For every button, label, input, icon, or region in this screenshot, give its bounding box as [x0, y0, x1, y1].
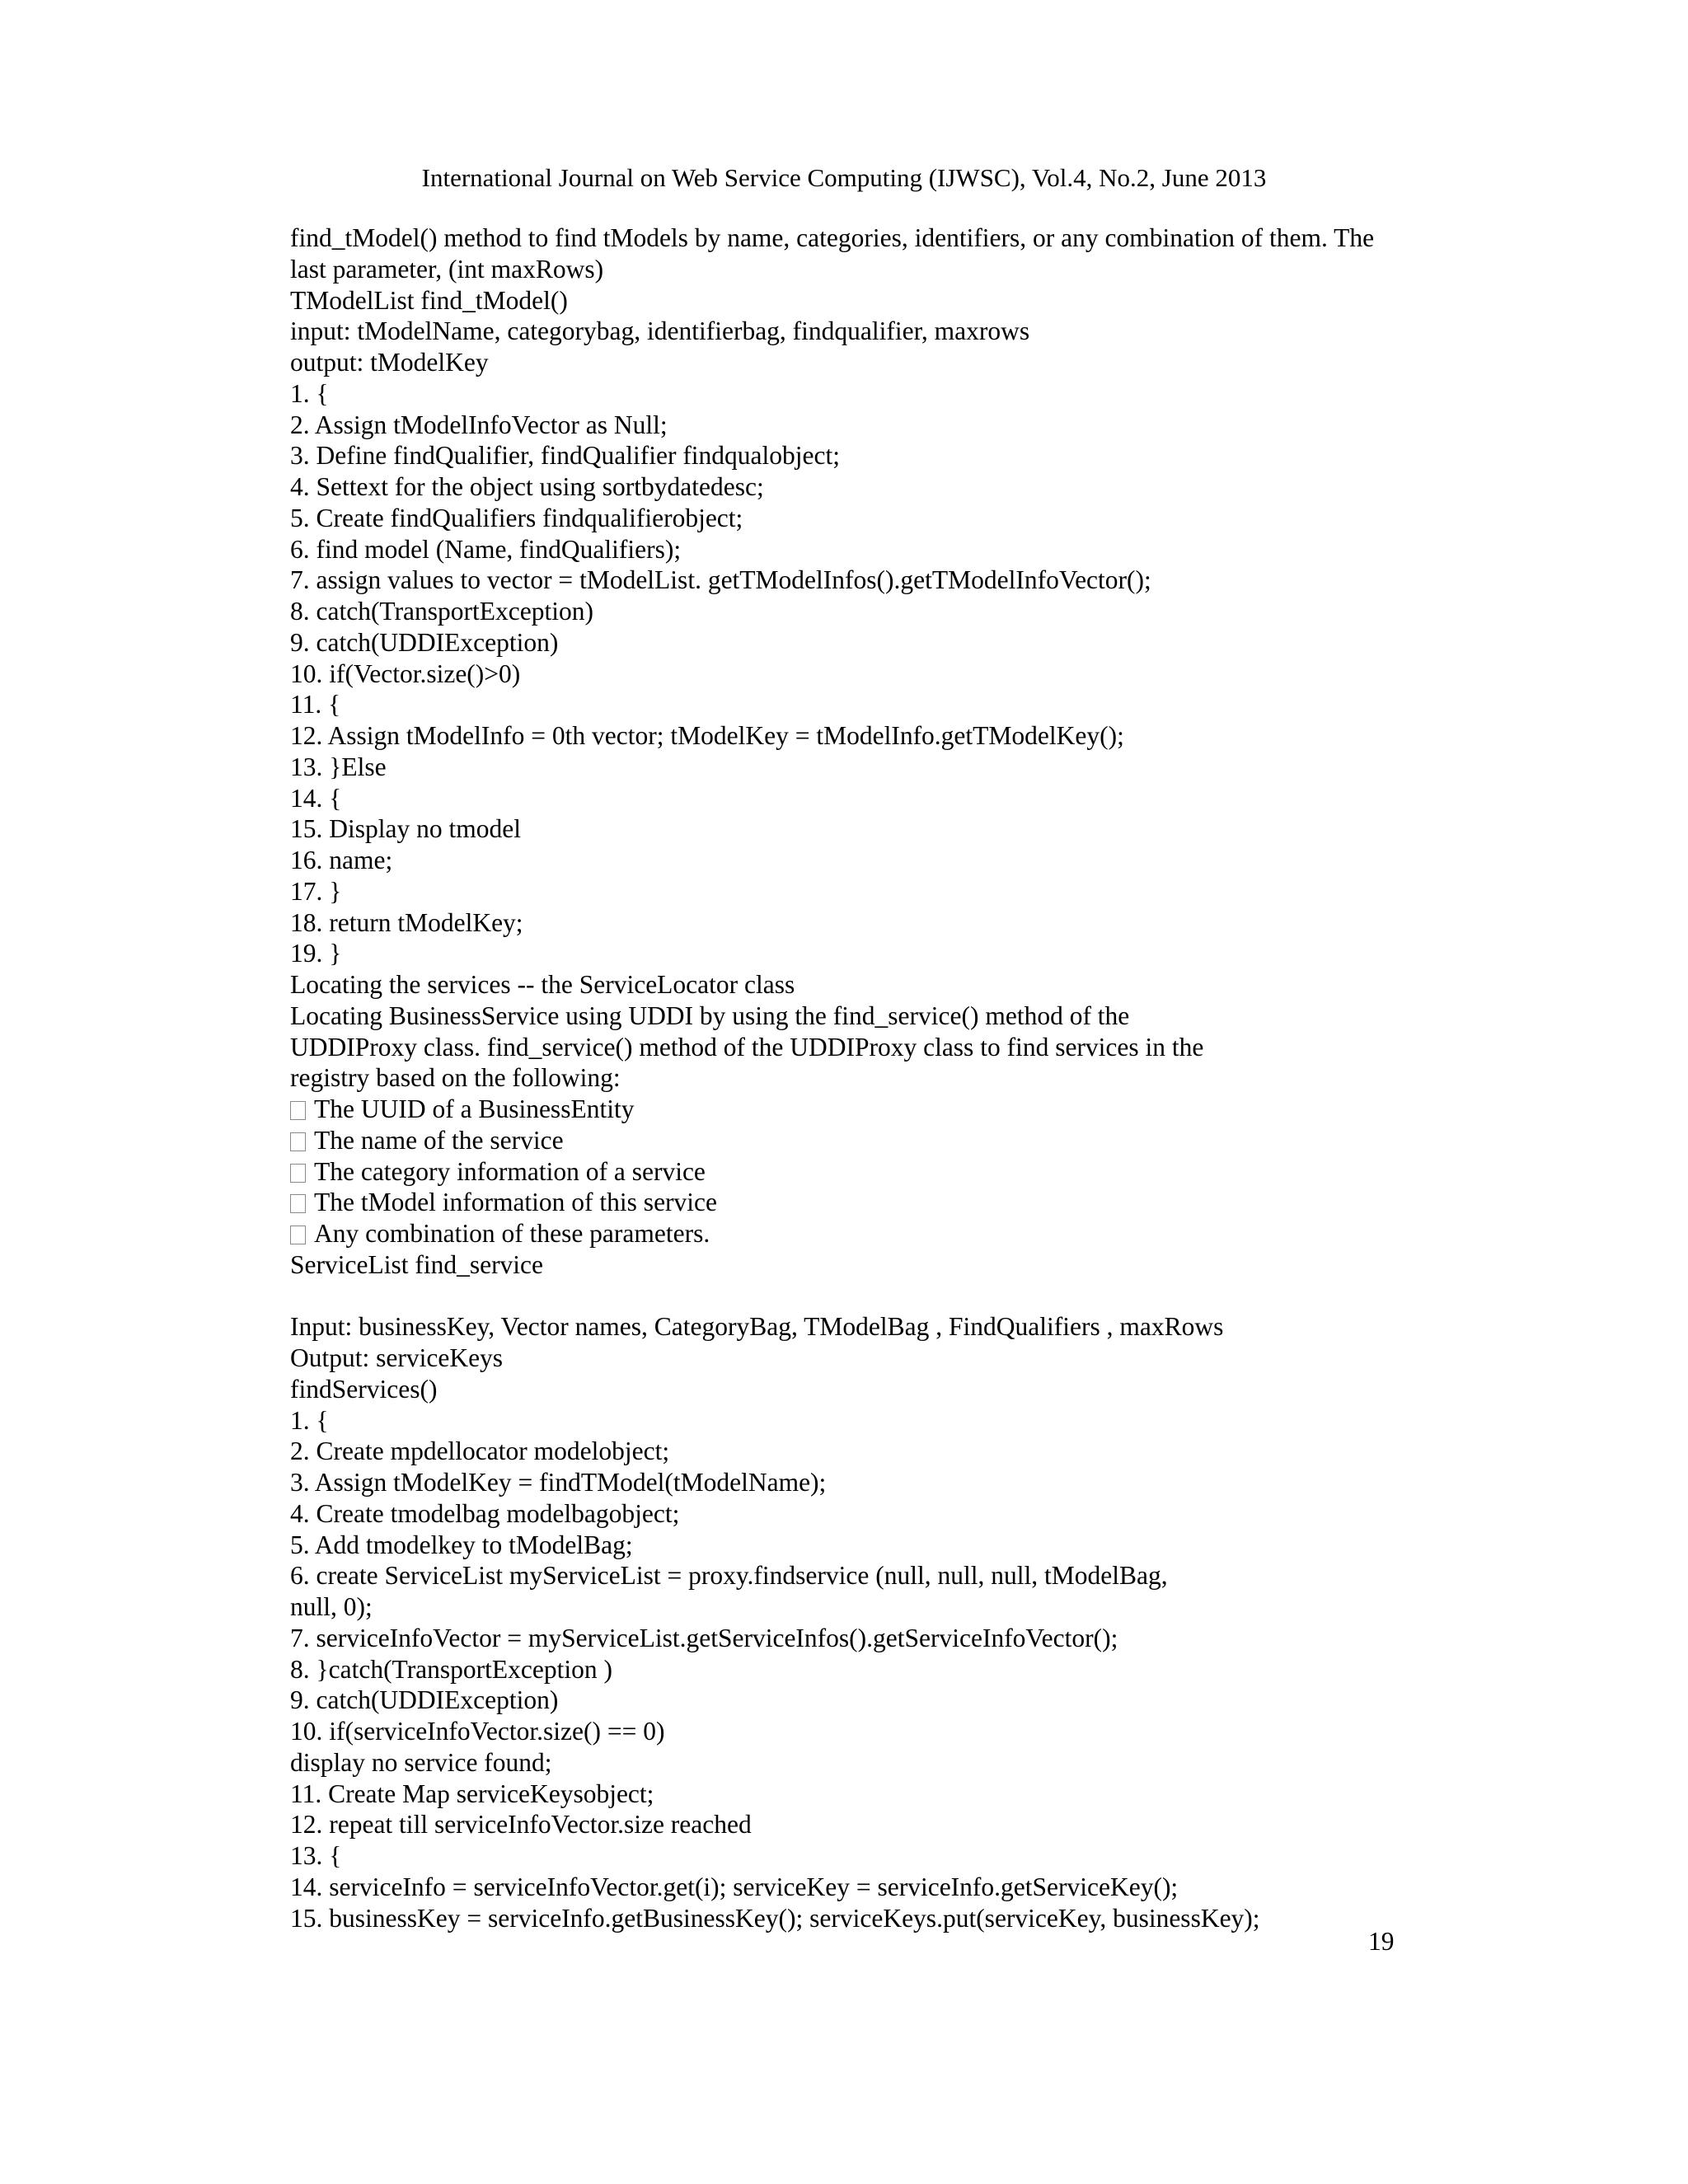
text-line: [290, 907, 1403, 939]
line-text: findServices(): [290, 1374, 438, 1404]
line-text: TModelList find_tModel(): [290, 285, 568, 315]
text-line: [290, 1001, 1403, 1032]
line-text: 11. {: [290, 690, 341, 719]
text-line: [290, 347, 1403, 378]
text-line: [290, 440, 1403, 471]
line-text: 19. }: [290, 939, 342, 968]
line-text: 4. Settext for the object using sortbydatedesc;: [290, 472, 764, 501]
line-text: 6. create ServiceList myServiceList = proxy.findservice (null, null, null, tModelBag,: [290, 1561, 1168, 1591]
line-text: 3. Assign tModelKey = findTModel(tModelName);: [290, 1468, 827, 1497]
bullet-box-icon: [290, 1132, 306, 1151]
text-line: [290, 1560, 1403, 1591]
text-line: [290, 658, 1403, 690]
line-text: 12. repeat till serviceInfoVector.size reached: [290, 1810, 752, 1840]
line-text: 15. Display no tmodel: [290, 814, 521, 844]
line-text: The category information of a service: [314, 1156, 706, 1186]
line-text: The name of the service: [314, 1125, 564, 1155]
line-text: 8. catch(TransportException): [290, 597, 593, 626]
text-line: [290, 1840, 1403, 1872]
line-text: registry based on the following:: [290, 1063, 621, 1093]
text-line: [290, 596, 1403, 627]
text-line: [290, 503, 1403, 534]
line-text: Output: serviceKeys: [290, 1343, 504, 1372]
line-text: 6. find model (Name, findQualifiers);: [290, 534, 682, 564]
bullet-item: [290, 1094, 1403, 1125]
line-text: ServiceList find_service: [290, 1249, 544, 1279]
text-line: [290, 689, 1403, 720]
line-text: 7. assign values to vector = tModelList. getTModelInfos().getTModelInfoVector();: [290, 565, 1151, 595]
line-text: 14. {: [290, 783, 342, 813]
text-line: [290, 813, 1403, 845]
bullet-box-icon: [290, 1164, 306, 1183]
line-text: 5. Add tmodelkey to tModelBag;: [290, 1530, 633, 1559]
bullet-box-icon: [290, 1226, 306, 1244]
text-line: [290, 783, 1403, 814]
line-text: 16. name;: [290, 846, 393, 874]
line-text: 8. }catch(TransportException ): [290, 1654, 612, 1684]
line-text: 15. businessKey = serviceInfo.getBusinessKey(); serviceKeys.put(serviceKey, businessKey);: [290, 1903, 1260, 1933]
line-text: 10. if(Vector.size()>0): [290, 658, 521, 688]
text-line: [290, 410, 1403, 441]
line-text: 17. }: [290, 876, 342, 906]
bullet-item: [290, 1156, 1403, 1188]
line-text: 3. Define findQualifier, findQualifier findqualobject;: [290, 441, 841, 471]
line-text: Locating BusinessService using UDDI by using the find_service() method of the: [290, 1001, 1130, 1030]
text-line: [290, 627, 1403, 658]
text-line: [290, 223, 1403, 254]
text-line: [290, 1747, 1403, 1779]
line-text: display no service found;: [290, 1747, 552, 1777]
bullet-item: [290, 1125, 1403, 1156]
text-line: [290, 1716, 1403, 1747]
text-line: [290, 1809, 1403, 1840]
line-text: input: tModelName, categorybag, identifierbag, findqualifier, maxrows: [290, 316, 1030, 346]
line-text: 13. {: [290, 1841, 342, 1870]
line-text: 2. Create mpdellocator modelobject;: [290, 1436, 670, 1466]
line-text: UDDIProxy class. find_service() method of the UDDIProxy class to find services in the: [290, 1032, 1204, 1062]
line-text: Locating the services -- the ServiceLocator class: [290, 970, 795, 999]
document-body: [290, 223, 1403, 1933]
line-text: 11. Create Map serviceKeysobject;: [290, 1779, 654, 1808]
line-text: 12. Assign tModelInfo = 0th vector; tModelKey = tModelInfo.getTModelKey();: [290, 721, 1124, 750]
bullet-box-icon: [290, 1101, 306, 1120]
text-line: [290, 1872, 1403, 1903]
line-text: 14. serviceInfo = serviceInfoVector.get(i); serviceKey = serviceInfo.getServiceKey();: [290, 1872, 1179, 1901]
text-line: [290, 1249, 1403, 1281]
line-text: Input: businessKey, Vector names, CategoryBag, TModelBag , FindQualifiers , maxRows: [290, 1312, 1224, 1342]
line-text: find_tModel() method to find tModels by name, categories, identifiers, or any combination of them. The: [290, 223, 1375, 252]
line-text: 5. Create findQualifiers findqualifierobject;: [290, 503, 743, 532]
text-line: [290, 720, 1403, 752]
text-line: [290, 378, 1403, 410]
text-line: [290, 534, 1403, 565]
text-line: [290, 1903, 1403, 1934]
line-text: 13. }Else: [290, 752, 387, 781]
line-text: 1. {: [290, 1405, 329, 1435]
line-text: last parameter, (int maxRows): [290, 254, 604, 284]
text-line: [290, 938, 1403, 969]
text-line: [290, 285, 1403, 316]
text-line: [290, 1591, 1403, 1623]
page-number: 19: [1368, 1927, 1395, 1956]
line-text: 18. return tModelKey;: [290, 907, 523, 937]
text-line: [290, 845, 1403, 876]
text-line: [290, 565, 1403, 596]
line-text: 10. if(serviceInfoVector.size() == 0): [290, 1717, 665, 1746]
line-text: The tModel information of this service: [314, 1188, 718, 1217]
blank-line: [290, 1281, 1403, 1312]
line-text: 2. Assign tModelInfoVector as Null;: [290, 410, 668, 439]
line-text: 9. catch(UDDIException): [290, 1685, 559, 1715]
text-line: [290, 876, 1403, 907]
line-text: output: tModelKey: [290, 348, 489, 377]
text-line: [290, 1654, 1403, 1685]
text-line: [290, 1436, 1403, 1467]
line-text: The UUID of a BusinessEntity: [314, 1094, 635, 1123]
line-text: null, 0);: [290, 1592, 373, 1621]
journal-header: International Journal on Web Service Computing (IJWSC), Vol.4, No.2, June 2013: [421, 163, 1267, 192]
text-line: [290, 1343, 1403, 1374]
text-line: [290, 1311, 1403, 1343]
text-line: [290, 1374, 1403, 1405]
text-line: [290, 1779, 1403, 1810]
text-line: [290, 316, 1403, 347]
text-line: [290, 1623, 1403, 1654]
line-text: 7. serviceInfoVector = myServiceList.getServiceInfos().getServiceInfoVector();: [290, 1623, 1118, 1652]
text-line: [290, 254, 1403, 285]
text-line: [290, 1685, 1403, 1716]
text-line: [290, 1032, 1403, 1063]
bullet-box-icon: [290, 1194, 306, 1213]
text-line: [290, 969, 1403, 1001]
bullet-item: [290, 1187, 1403, 1218]
bullet-item: [290, 1218, 1403, 1249]
line-text: Any combination of these parameters.: [314, 1219, 710, 1248]
text-line: [290, 1467, 1403, 1498]
text-line: [290, 752, 1403, 783]
line-text: 4. Create tmodelbag modelbagobject;: [290, 1498, 680, 1528]
line-text: 9. catch(UDDIException): [290, 627, 559, 657]
line-text: 1. {: [290, 378, 329, 408]
text-line: [290, 1062, 1403, 1094]
text-line: [290, 1530, 1403, 1561]
text-line: [290, 1498, 1403, 1530]
text-line: [290, 1405, 1403, 1436]
text-line: [290, 471, 1403, 503]
